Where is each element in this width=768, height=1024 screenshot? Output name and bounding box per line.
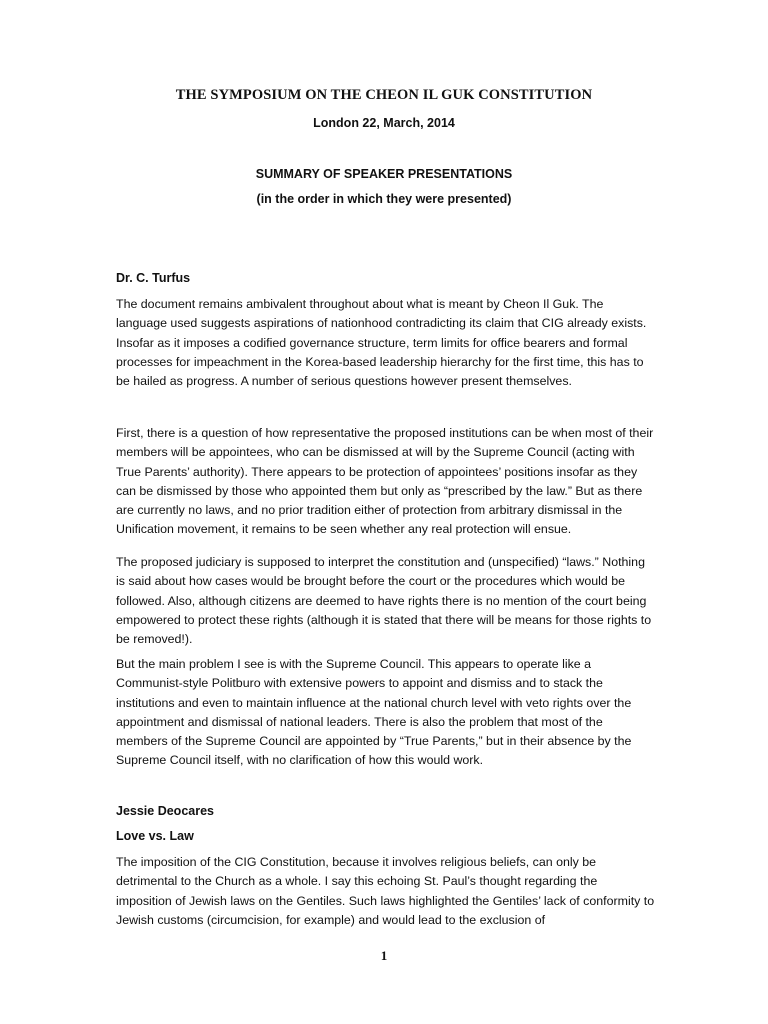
- paragraph: The document remains ambivalent throughout about what is meant by Cheon Il Guk. The language used suggests aspirations of nationhood contradicting its claim that CIG already exists. Insofar as it imposes a codified governance structure, term limits for office bearers and formal processes for impeachment in the Korea-based leadership hierarchy for the first time, this has to be hailed as progress. A number of serious questions however present themselves.: [116, 297, 647, 389]
- summary-heading: SUMMARY OF SPEAKER PRESENTATIONS: [255, 167, 513, 181]
- document-title: THE SYMPOSIUM ON THE CHEON IL GUK CONSTITUTION: [175, 87, 593, 103]
- turfus-paragraph-1: [116, 295, 656, 391]
- turfus-paragraph-4: [116, 655, 656, 771]
- speaker-name-deocares: Jessie Deocares: [116, 804, 214, 818]
- paragraph: But the main problem I see is with the Supreme Council. This appears to operate like a Communist-style Politburo with extensive powers to appoint and dismiss and to stack the institutions and even to maintain influence at the national church level with veto rights over the appointment and dismissal of national leaders. There is also the problem that most of the members of the Supreme Council are appointed by “True Parents,” but in their absence by the Supreme Council itself, with no clarification of how this would work.: [116, 657, 632, 768]
- turfus-paragraph-2: [116, 424, 656, 540]
- speaker-name-turfus: Dr. C. Turfus: [116, 271, 191, 285]
- paragraph: First, there is a question of how representative the proposed institutions can be when most of their members will be appointees, who can be dismissed at will by the Supreme Council (acting with True Parents’ authority). There appears to be protection of appointees’ positions insofar as they can be dismissed by those who appointed them but only as “prescribed by the law.” But as there are currently no laws, and no prior tradition either of protection from arbitrary dismissal in the Unification movement, it remains to be seen whether any real protection will ensue.: [116, 426, 654, 537]
- paragraph: The proposed judiciary is supposed to interpret the constitution and (unspecified) “laws.” Nothing is said about how cases would be brought before the court or the procedures which would be followed. Also, although citizens are deemed to have rights there is no mention of the court being empowered to protect these rights (although it is stated that there will be means for those rights to be removed!).: [116, 555, 652, 647]
- deocares-paragraph-1: [116, 853, 656, 930]
- page-number: 1: [380, 948, 388, 963]
- speaker-subheading: Love vs. Law: [116, 829, 194, 843]
- date-location: London 22, March, 2014: [313, 116, 455, 130]
- paragraph: The imposition of the CIG Constitution, because it involves religious beliefs, can only be detrimental to the Church as a whole. I say this echoing St. Paul’s thought regarding the imposition of Jewish laws on the Gentiles. Such laws highlighted the Gentiles’ lack of conformity to Jewish customs (circumcision, for example) and would lead to the exclusion of: [116, 855, 655, 927]
- summary-subheading: (in the order in which they were presented): [256, 192, 512, 206]
- turfus-paragraph-3: [116, 553, 656, 649]
